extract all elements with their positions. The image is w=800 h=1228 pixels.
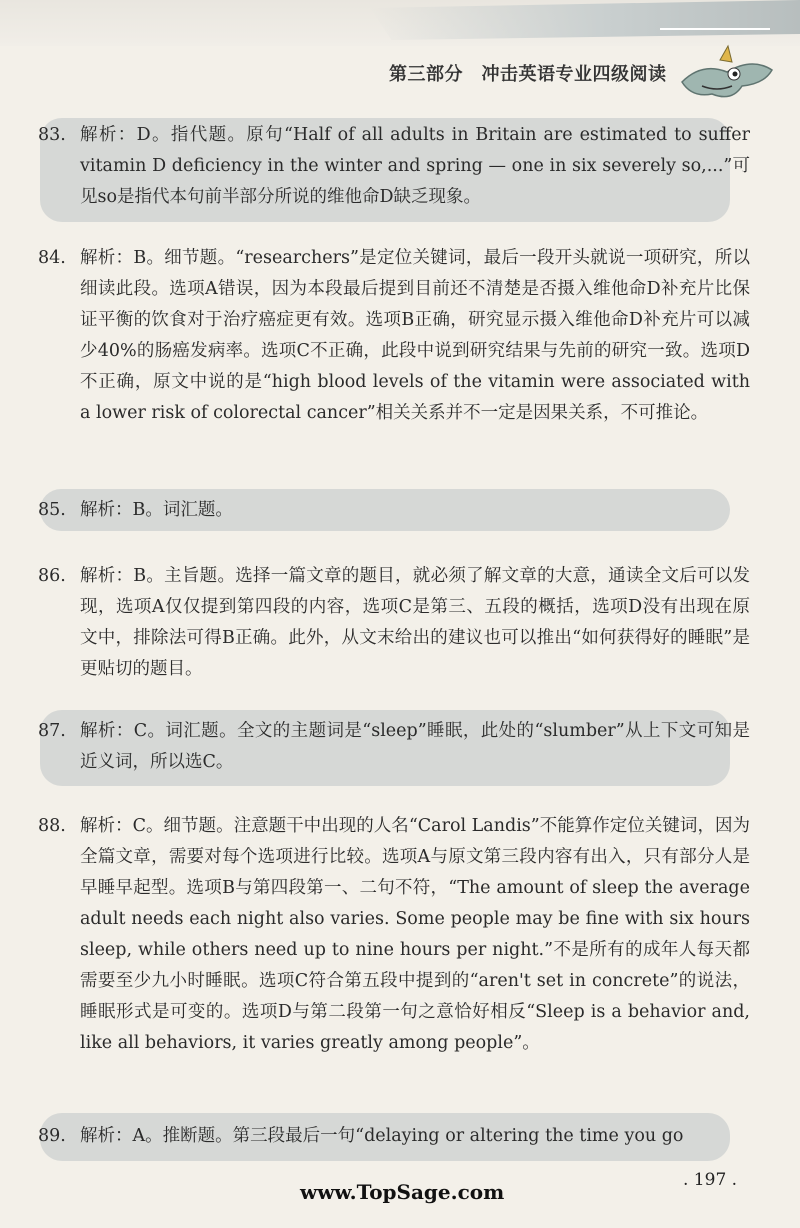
item-text: 解析：D。指代题。原句“Half of all adults in Britain are estimated to suffer vitamin D deficiency in the winter and spring — one in six severely so,...”可见so是指代本句前半部分所说的维他命D缺乏现象。 <box>80 125 750 207</box>
item-number: 88. <box>38 816 66 836</box>
item-text: 解析：C。细节题。注意题干中出现的人名“Carol Landis”不能算作定位关键词，因为全篇文章，需要对每个选项进行比较。选项A与原文第三段内容有出入，只有部分人是早睡早起型。选项B与第四段第一、二句不符，“The amount of sleep the average adult needs each night also varies. Some people may be fine with six hours sleep, while others need up to nine hours per night.”不是所有的成年人每天都需要至少九小时睡眠。选项C符合第五段中提到的“aren't set in concrete”的说法，睡眠形式是可变的。选项D与第二段第一句之意恰好相反“Sleep is a behavior and, like all behaviors, it varies greatly among people”。 <box>80 816 750 1053</box>
item-number: 87. <box>38 721 66 741</box>
item-number: 83. <box>38 125 66 145</box>
mascot-illustration <box>672 42 782 104</box>
header-arrow-line <box>660 28 770 30</box>
item-text: 解析：B。细节题。“researchers”是定位关键词，最后一段开头就说一项研究，所以细读此段。选项A错误，因为本段最后提到目前还不清楚是否摄入维他命D补充片比保证平衡的饮食对于治疗癌症更有效。选项B正确，研究显示摄入维他命D补充片可以减少40%的肠癌发病率。选项C不正确，此段中说到研究结果与先前的研究一致。选项D不正确，原文中说的是“high blood levels of the vitamin were associated with a lower risk of colorectal cancer”相关关系并不一定是因果关系，不可推论。 <box>80 248 750 423</box>
page-number: . 197 . <box>683 1170 738 1190</box>
website-footer: www.TopSage.com <box>300 1180 505 1204</box>
item-number: 89. <box>38 1126 66 1146</box>
section-title: 第三部分 冲击英语专业四级阅读 <box>389 64 667 85</box>
item-number: 84. <box>38 248 66 268</box>
item-text: 解析：A。推断题。第三段最后一句“delaying or altering the time you go <box>80 1126 684 1146</box>
item-text: 解析：C。词汇题。全文的主题词是“sleep”睡眠，此处的“slumber”从上下文可知是近义词，所以选C。 <box>80 721 750 772</box>
item-text: 解析：B。主旨题。选择一篇文章的题目，就必须了解文章的大意，通读全文后可以发现，选项A仅仅提到第四段的内容，选项C是第三、五段的概括，选项D没有出现在原文中，排除法可得B正确。此外，从文末给出的建议也可以推出“如何获得好的睡眠”是更贴切的题目。 <box>80 566 750 679</box>
item-number: 85. <box>38 500 66 520</box>
item-text: 解析：B。词汇题。 <box>80 500 233 520</box>
item-number: 86. <box>38 566 66 586</box>
